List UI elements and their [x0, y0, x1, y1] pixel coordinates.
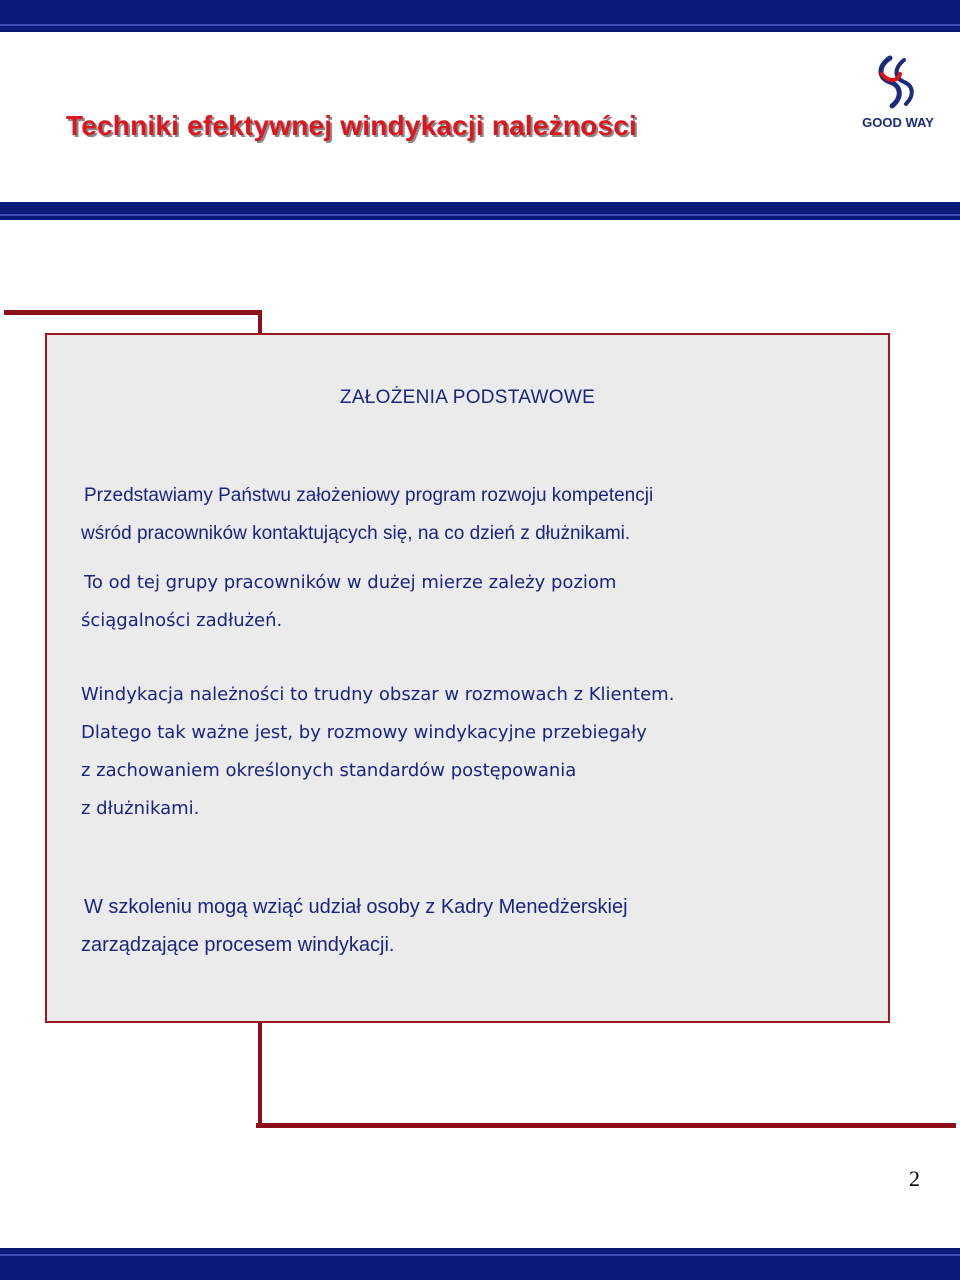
content-panel [45, 333, 890, 1023]
paragraph-line: z dłużnikami. [81, 798, 200, 819]
paragraph-line: wśród pracowników kontaktujących się, na co dzień z dłużnikami. [81, 523, 631, 544]
paragraph-debt-collection [81, 676, 674, 828]
top-bar [0, 0, 960, 32]
paragraph-line: Windykacja należności to trudny obszar w rozmowach z Klientem. [81, 684, 675, 705]
logo-text: GOOD WAY [862, 115, 934, 130]
section-heading: ZAŁOŻENIA PODSTAWOWE [339, 387, 596, 408]
paragraph-line: Dlatego tak ważne jest, by rozmowy windykacyjne przebiegały [81, 722, 647, 743]
top-bar-line [0, 24, 960, 26]
paragraph-line: Przedstawiamy Państwu założeniowy program rozwoju kompetencji [84, 485, 654, 506]
bottom-bar [0, 1248, 960, 1280]
page-title: Techniki efektywnej windykacji należności [66, 110, 637, 141]
header-divider-bar [0, 202, 960, 220]
decorative-line-bottom [256, 1123, 956, 1128]
paragraph-importance [81, 564, 616, 640]
goodway-swirl-icon [868, 52, 928, 112]
paragraph-intro [81, 477, 653, 553]
paragraph-line: ściągalności zadłużeń. [81, 610, 283, 631]
paragraph-line: To od tej grupy pracowników w dużej mierze zależy poziom [84, 572, 617, 593]
decorative-line-top [4, 310, 262, 315]
logo [858, 52, 938, 134]
paragraph-participants [81, 888, 628, 964]
bottom-bar-line [0, 1254, 960, 1256]
paragraph-line: W szkoleniu mogą wziąć udział osoby z Kadry Menedżerskiej [84, 896, 628, 918]
divider-bar-line [0, 214, 960, 216]
paragraph-line: z zachowaniem określonych standardów postępowania [81, 760, 577, 781]
paragraph-line: zarządzające procesem windykacji. [81, 934, 395, 956]
page-number: 2 [909, 1166, 920, 1191]
